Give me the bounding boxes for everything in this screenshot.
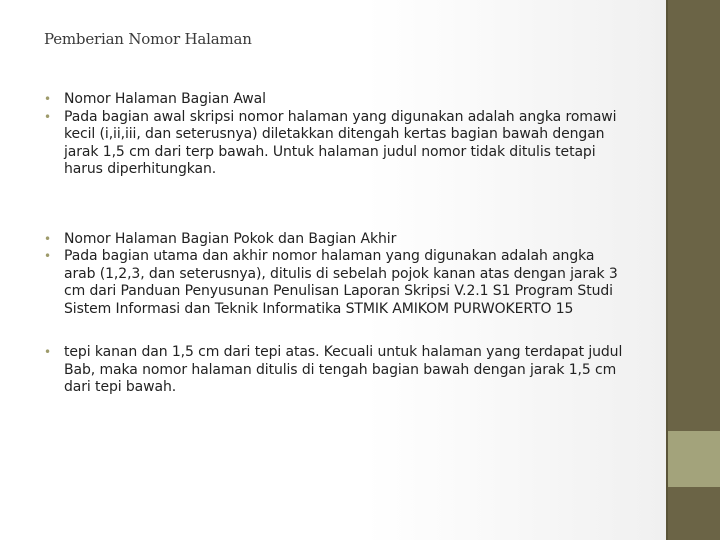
bullet-icon: • xyxy=(44,345,51,359)
bullet-group-3 xyxy=(44,344,624,397)
bullet-text: Nomor Halaman Bagian Awal xyxy=(64,91,266,107)
bullet-item xyxy=(44,248,624,318)
bullet-icon: • xyxy=(44,231,51,246)
spacer xyxy=(44,318,624,344)
bullet-text: Nomor Halaman Bagian Pokok dan Bagian Akhir xyxy=(64,230,397,247)
bullet-item xyxy=(44,109,624,179)
bullet-item xyxy=(44,91,624,109)
bullet-group-2 xyxy=(44,231,624,319)
spacer xyxy=(44,179,624,231)
bullet-group-1 xyxy=(44,91,624,179)
bullet-text: Pada bagian utama dan akhir nomor halaman yang digunakan adalah angka arab (1,2,3, dan seterusnya), ditulis di sebelah pojok kanan atas dengan jarak 3 cm dari Panduan Penyusunan Penulisan Laporan Skripsi V.2.1 S1 Program Studi Sistem Informasi dan Teknik Informatika STMIK AMIKOM PURWOKERTO 15 xyxy=(64,248,618,317)
bullet-icon: • xyxy=(44,109,51,124)
bullet-item xyxy=(44,344,624,397)
bullet-item xyxy=(44,231,624,249)
slide-title: Pemberian Nomor Halaman xyxy=(44,30,252,48)
slide-content xyxy=(44,91,624,397)
bullet-icon: • xyxy=(44,249,51,263)
bullet-text: tepi kanan dan 1,5 cm dari tepi atas. Kecuali untuk halaman yang terdapat judul Bab, maka nomor halaman ditulis di tengah bagian bawah dengan jarak 1,5 cm dari tepi bawah. xyxy=(64,344,623,395)
side-accent-block xyxy=(668,431,720,487)
bullet-icon: • xyxy=(44,92,51,106)
bullet-text: Pada bagian awal skripsi nomor halaman yang digunakan adalah angka romawi kecil (i,ii,iii, dan seterusnya) diletakkan ditengah kertas bagian bawah dengan jarak 1,5 cm dari terp bawah. Untuk halaman judul nomor tidak ditulis tetapi harus diperhitungkan. xyxy=(64,108,617,177)
